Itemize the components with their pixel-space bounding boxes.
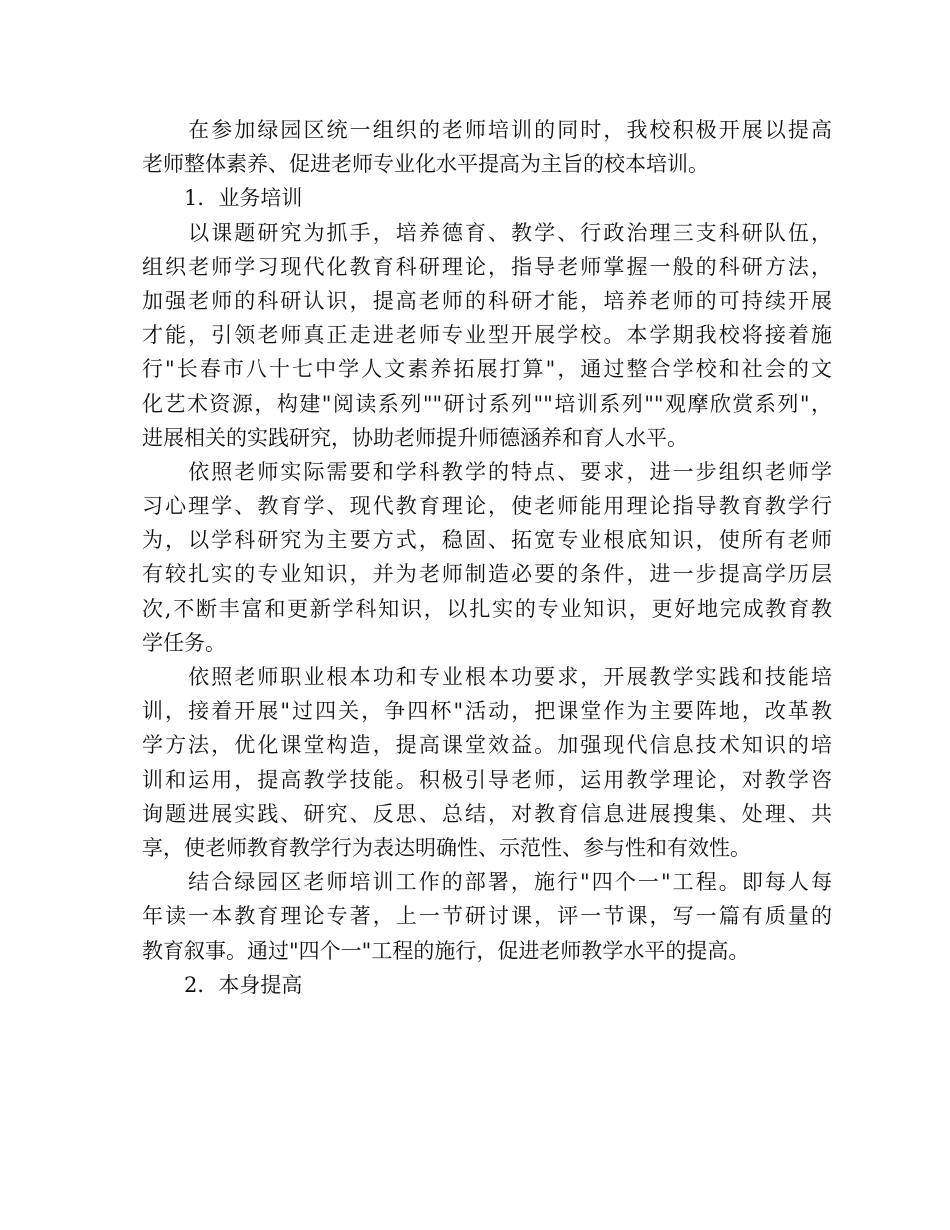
paragraph-line: 进展相关的实践研究，协助老师提升师德涵养和育人水平。 xyxy=(142,425,688,450)
paragraph-line: 享，使老师教育教学行为表达明确性、示范性、参与性和有效性。 xyxy=(142,835,751,860)
paragraph-line: 依照老师职业根本功和专业根本功要求，开展教学实践和技能培 xyxy=(142,665,832,689)
paragraph-line: 次,不断丰富和更新学科知识，以扎实的专业知识，更好地完成教育教 xyxy=(142,596,832,621)
section-heading: 2．本身提高 xyxy=(142,972,303,997)
paragraph-line: 询题进展实践、研究、反思、总结，对教育信息进展搜集、处理、共 xyxy=(142,801,832,826)
paragraph-line: 结合绿园区老师培训工作的部署，施行"四个一"工程。即每人每 xyxy=(142,870,832,895)
document-body xyxy=(142,113,832,1002)
paragraph-line: 训，接着开展"过四关，争四杯"活动，把课堂作为主要阵地，改革教 xyxy=(142,699,832,724)
paragraph-line: 化艺术资源，构建"阅读系列""研讨系列""培训系列""观摩欣赏系列"， xyxy=(142,391,832,416)
paragraph-line: 为，以学科研究为主要方式，稳固、拓宽专业根底知识，使所有老师 xyxy=(142,528,832,553)
paragraph-line: 老师整体素养、促进老师专业化水平提高为主旨的校本培训。 xyxy=(142,152,709,177)
paragraph-line: 加强老师的科研认识，提高老师的科研才能，培养老师的可持续开展 xyxy=(142,288,832,313)
paragraph-line: 学方法，优化课堂构造，提高课堂效益。加强现代信息技术知识的培 xyxy=(142,733,832,758)
paragraph-line: 训和运用，提高教学技能。积极引导老师，运用教学理论，对教学咨 xyxy=(142,767,832,792)
paragraph-line: 才能，引领老师真正走进老师专业型开展学校。本学期我校将接着施 xyxy=(142,323,832,348)
paragraph-line: 有较扎实的专业知识，并为老师制造必要的条件，进一步提高学历层 xyxy=(142,562,832,587)
paragraph-line: 行"长春市八十七中学人文素养拓展打算"，通过整合学校和社会的文 xyxy=(142,357,832,382)
paragraph-line: 教育叙事。通过"四个一"工程的施行，促进老师教学水平的提高。 xyxy=(142,938,750,963)
paragraph-line: 习心理学、教育学、现代教育理论，使老师能用理论指导教育教学行 xyxy=(142,494,832,519)
paragraph-line: 以课题研究为抓手，培养德育、教学、行政治理三支科研队伍， xyxy=(142,220,832,245)
paragraph-line: 依照老师实际需要和学科教学的特点、要求，进一步组织老师学 xyxy=(142,459,832,484)
paragraph-line: 年读一本教育理论专著，上一节研讨课，评一节课，写一篇有质量的 xyxy=(142,904,832,929)
paragraph-line: 组织老师学习现代化教育科研理论，指导老师掌握一般的科研方法， xyxy=(142,254,832,279)
paragraph-line: 学任务。 xyxy=(142,630,226,655)
paragraph-line: 在参加绿园区统一组织的老师培训的同时，我校积极开展以提高 xyxy=(142,118,832,142)
section-heading: 1．业务培训 xyxy=(142,186,303,211)
